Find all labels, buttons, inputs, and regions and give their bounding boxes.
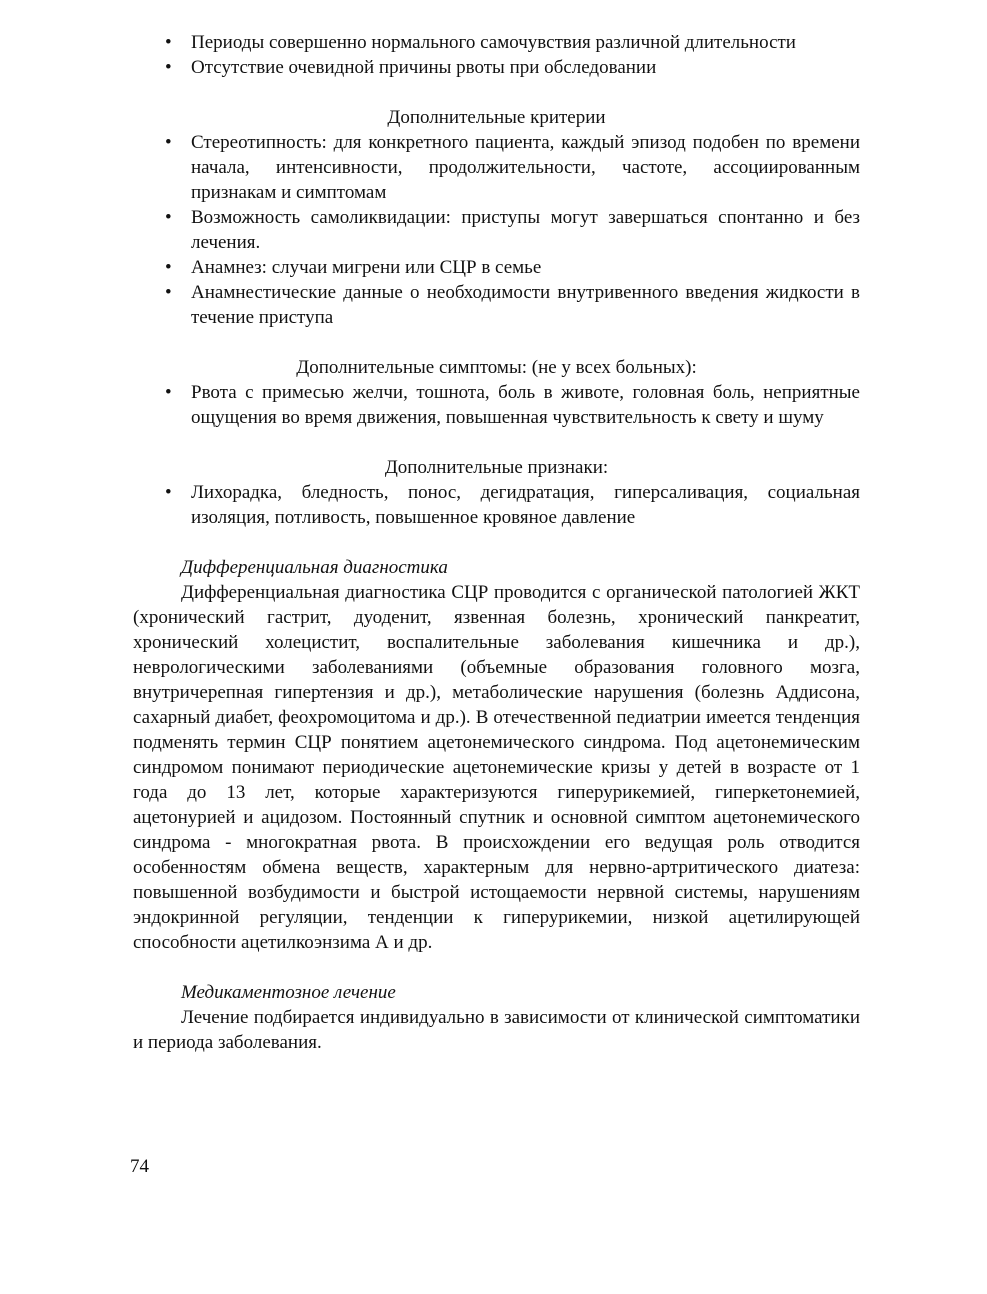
list-item-text: Анамнестические данные о необходимости внутривенного введения жидкости в течение приступа: [191, 282, 860, 328]
treatment-paragraph: Лечение подбирается индивидуально в зависимости от клинической симптоматики и периода заболевания.: [133, 1007, 860, 1053]
list-item: [133, 480, 860, 530]
list-item: [133, 55, 860, 80]
bullet-icon: •: [165, 382, 172, 403]
bullet-icon: •: [165, 482, 172, 503]
list-item: [133, 205, 860, 255]
spacer: [133, 530, 860, 555]
list-item: [133, 255, 860, 280]
treatment-heading: Медикаментозное лечение: [181, 982, 396, 1003]
bullet-icon: •: [165, 57, 172, 78]
differential-diagnosis-paragraph: Дифференциальная диагностика СЦР проводится с органической патологией ЖКТ (хронический гастрит, дуоденит, язвенная болезнь, хронический панкреатит, хронический холецистит, воспалительные заболевания кишечника и др.), неврологическими заболеваниями (объемные образования головного мозга, внутричерепная гипертензия и др.), метаболические нарушения (болезнь Аддисона, сахарный диабет, феохромоцитома и др.). В отечественной педиатрии имеется тенденция подменять термин СЦР понятием ацетонемического синдрома. Под ацетонемическим синдромом понимают периодические ацетонемические кризы у детей в возрасте от 1 года до 13 лет, которые характеризуются гиперурикемией, гиперкетонемией, ацетонурией и ацидозом. Постоянный спутник и основной симптом ацетонемического синдрома - многократная рвота. В происхождении его ведущая роль отводится особенностям обмена веществ, характерным для нервно-артритического диатеза: повышенной возбудимости и быстрой истощаемости нервной системы, нарушениям эндокринной регуляции, тенденции к гиперурикемии, низкой ацетилирующей способности ацетилкоэнзима А и др.: [133, 582, 860, 953]
list-item: [133, 380, 860, 430]
additional-criteria-heading: Дополнительные критерии: [387, 107, 606, 128]
bullet-icon: •: [165, 132, 172, 153]
list-item-text: Анамнез: случаи мигрени или СЦР в семье: [191, 257, 542, 278]
list-item: [133, 30, 860, 55]
additional-criteria-list: [133, 130, 860, 330]
differential-diagnosis-heading: Дифференциальная диагностика: [181, 557, 448, 578]
spacer: [133, 955, 860, 980]
list-item-text: Возможность самоликвидации: приступы могут завершаться спонтанно и без лечения.: [191, 207, 860, 253]
list-item: [133, 130, 860, 205]
list-item-text: Рвота с примесью желчи, тошнота, боль в животе, головная боль, неприятные ощущения во время движения, повышенная чувствительность к свету и шуму: [191, 382, 860, 428]
bullet-icon: •: [165, 282, 172, 303]
additional-symptoms-heading: Дополнительные симптомы: (не у всех больных):: [296, 357, 697, 378]
page-content: [133, 30, 860, 1055]
spacer: [133, 430, 860, 455]
additional-signs-heading: Дополнительные признаки:: [384, 457, 609, 478]
spacer: [133, 80, 860, 105]
page-number: 74: [130, 1156, 149, 1177]
list-item: [133, 280, 860, 330]
list-item-text: Отсутствие очевидной причины рвоты при обследовании: [191, 57, 657, 78]
criteria-list: [133, 30, 860, 80]
spacer: [133, 330, 860, 355]
additional-signs-list: [133, 480, 860, 530]
list-item-text: Периоды совершенно нормального самочувствия различной длительности: [191, 32, 796, 53]
bullet-icon: •: [165, 32, 172, 53]
bullet-icon: •: [165, 257, 172, 278]
bullet-icon: •: [165, 207, 172, 228]
list-item-text: Стереотипность: для конкретного пациента, каждый эпизод подобен по времени начала, интенсивности, продолжительности, частоте, ассоциированным признакам и симптомам: [191, 132, 860, 203]
additional-symptoms-list: [133, 380, 860, 430]
list-item-text: Лихорадка, бледность, понос, дегидратация, гиперсаливация, социальная изоляция, потливость, повышенное кровяное давление: [191, 482, 860, 528]
